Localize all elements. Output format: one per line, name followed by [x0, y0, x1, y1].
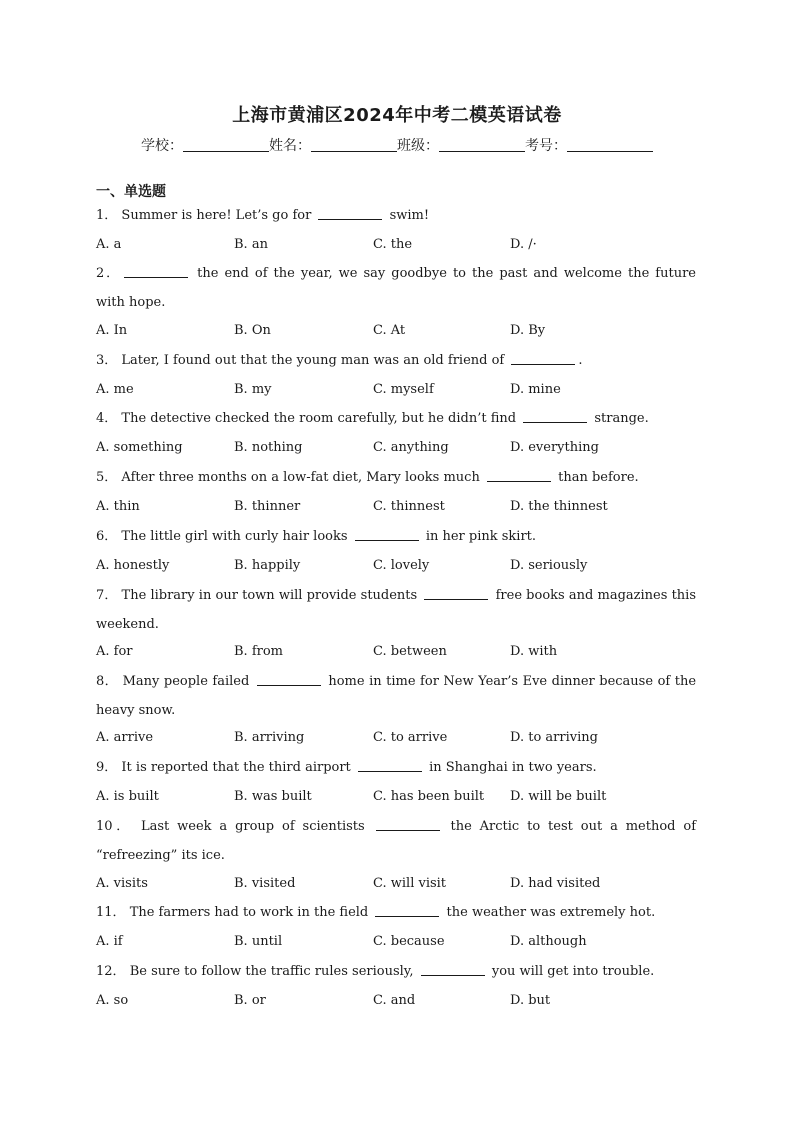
class-field[interactable]	[439, 139, 525, 152]
question-text: It is reported that the third airport	[121, 760, 351, 775]
answer-blank[interactable]	[421, 962, 485, 976]
question-6	[96, 522, 696, 551]
option-d[interactable]: D. to arriving	[510, 730, 598, 745]
question-number: 6．	[96, 529, 118, 544]
option-d[interactable]: D. seriously	[510, 558, 588, 573]
option-c[interactable]: C. thinnest	[373, 499, 445, 514]
name-field[interactable]	[311, 139, 397, 152]
question-number: 2．	[96, 266, 122, 281]
question-text: After three months on a low-fat diet, Mary looks much	[121, 470, 480, 485]
question-text: The farmers had to work in the field	[129, 905, 369, 920]
option-a[interactable]: A. so	[96, 993, 129, 1008]
option-a[interactable]: A. thin	[96, 499, 140, 514]
question-text: the weather was extremely hot.	[446, 905, 656, 920]
question-text: The detective checked the room carefully, but he didn’t find	[121, 411, 517, 426]
option-a[interactable]: A. for	[96, 644, 133, 659]
question-9	[96, 753, 696, 782]
question-text: than before.	[558, 470, 639, 485]
option-a[interactable]: A. is built	[96, 789, 159, 804]
question-text: strange.	[594, 411, 649, 426]
option-d[interactable]: D. /·	[510, 237, 537, 252]
question-11	[96, 898, 696, 927]
option-a[interactable]: A. arrive	[96, 730, 154, 745]
school-label: 学校：	[141, 138, 183, 154]
school-field[interactable]	[183, 139, 269, 152]
question-number: 3．	[96, 353, 118, 368]
question-number: 1．	[96, 208, 118, 223]
answer-blank[interactable]	[511, 351, 575, 365]
section-heading: 一、单选题	[96, 184, 166, 200]
question-text: Many people failed	[122, 674, 250, 689]
question-text: Summer is here! Let’s go for	[121, 208, 312, 223]
question-text: .	[578, 353, 583, 368]
option-c[interactable]: C. lovely	[373, 558, 430, 573]
question-text: Last week a group of scientists	[140, 819, 365, 834]
question-text: home in time for New Year’s Eve dinner because of the heavy snow.	[96, 674, 697, 718]
question-number: 8．	[96, 674, 119, 689]
question-text: in Shanghai in two years.	[429, 760, 597, 775]
exam-number-label: 考号：	[525, 138, 567, 154]
question-1	[96, 201, 696, 230]
option-d[interactable]: D. but	[510, 993, 551, 1008]
question-text: The library in our town will provide students	[121, 588, 418, 603]
answer-blank[interactable]	[424, 586, 488, 600]
option-b[interactable]: B. nothing	[234, 440, 303, 455]
option-b[interactable]: B. until	[234, 934, 283, 949]
option-c[interactable]: C. between	[373, 644, 447, 659]
answer-blank[interactable]	[124, 264, 188, 278]
name-label: 姓名：	[269, 138, 311, 154]
question-text: swim!	[389, 208, 430, 223]
question-text: Later, I found out that the young man was an old friend of	[121, 353, 505, 368]
option-d[interactable]: D. with	[510, 644, 558, 659]
question-number: 4．	[96, 411, 118, 426]
question-text: free books and magazines this weekend.	[96, 588, 696, 632]
answer-blank[interactable]	[376, 817, 440, 831]
question-text: the end of the year, we say goodbye to the past and welcome the future with hope.	[96, 266, 696, 310]
option-b[interactable]: B. visited	[234, 876, 296, 891]
answer-blank[interactable]	[358, 758, 422, 772]
options-11	[96, 934, 696, 954]
option-b[interactable]: B. On	[234, 323, 271, 338]
question-8	[96, 667, 696, 725]
options-6	[96, 558, 696, 578]
option-c[interactable]: C. myself	[373, 382, 434, 397]
option-b[interactable]: B. an	[234, 237, 268, 252]
answer-blank[interactable]	[523, 409, 587, 423]
question-number: 11．	[96, 905, 126, 920]
option-a[interactable]: A. a	[96, 237, 122, 252]
options-3	[96, 382, 696, 402]
question-text: the Arctic to test out a method of “refreezing” its ice.	[96, 819, 697, 863]
page-title: 上海市黄浦区2024年中考二模英语试卷	[232, 105, 562, 126]
option-d[interactable]: D. the thinnest	[510, 499, 608, 514]
option-d[interactable]: D. had visited	[510, 876, 601, 891]
question-4	[96, 404, 696, 433]
options-2	[96, 323, 696, 343]
option-b[interactable]: B. was built	[234, 789, 312, 804]
options-4	[96, 440, 696, 460]
option-a[interactable]: A. me	[96, 382, 134, 397]
question-12	[96, 957, 696, 986]
question-7	[96, 581, 696, 639]
options-5	[96, 499, 696, 519]
option-b[interactable]: B. or	[234, 993, 266, 1008]
option-c[interactable]: C. because	[373, 934, 445, 949]
option-a[interactable]: A. visits	[96, 876, 148, 891]
option-d[interactable]: D. although	[510, 934, 587, 949]
options-10	[96, 876, 696, 896]
option-b[interactable]: B. thinner	[234, 499, 301, 514]
option-b[interactable]: B. arriving	[234, 730, 305, 745]
option-c[interactable]: C. the	[373, 237, 413, 252]
answer-blank[interactable]	[375, 903, 439, 917]
question-text: Be sure to follow the traffic rules seriously,	[129, 964, 414, 979]
question-3	[96, 346, 696, 375]
question-number: 5．	[96, 470, 118, 485]
option-a[interactable]: A. In	[96, 323, 128, 338]
answer-blank[interactable]	[318, 206, 382, 220]
answer-blank[interactable]	[257, 672, 321, 686]
options-9	[96, 789, 696, 809]
option-d[interactable]: D. everything	[510, 440, 599, 455]
option-a[interactable]: A. something	[96, 440, 183, 455]
option-c[interactable]: C. At	[373, 323, 406, 338]
options-8	[96, 730, 696, 750]
question-text: you will get into trouble.	[491, 964, 655, 979]
question-text: in her pink skirt.	[425, 529, 537, 544]
student-info-line	[0, 135, 794, 155]
option-c[interactable]: C. to arrive	[373, 730, 448, 745]
question-2	[96, 259, 696, 317]
question-number: 10．	[96, 819, 134, 834]
answer-blank[interactable]	[487, 468, 551, 482]
option-c[interactable]: C. anything	[373, 440, 449, 455]
class-label: 班级：	[397, 138, 439, 154]
options-7	[96, 644, 696, 664]
question-number: 9．	[96, 760, 118, 775]
option-d[interactable]: D. mine	[510, 382, 561, 397]
option-c[interactable]: C. will visit	[373, 876, 447, 891]
question-text: The little girl with curly hair looks	[121, 529, 348, 544]
option-b[interactable]: B. happily	[234, 558, 301, 573]
option-b[interactable]: B. from	[234, 644, 283, 659]
question-10	[96, 812, 696, 870]
question-number: 7．	[96, 588, 118, 603]
options-12	[96, 993, 696, 1013]
option-b[interactable]: B. my	[234, 382, 272, 397]
option-c[interactable]: C. has been built	[373, 789, 485, 804]
answer-blank[interactable]	[355, 527, 419, 541]
question-number: 12．	[96, 964, 126, 979]
question-5	[96, 463, 696, 492]
option-c[interactable]: C. and	[373, 993, 416, 1008]
option-d[interactable]: D. will be built	[510, 789, 607, 804]
options-1	[96, 237, 696, 257]
exam-number-field[interactable]	[567, 139, 653, 152]
option-a[interactable]: A. honestly	[96, 558, 170, 573]
option-d[interactable]: D. By	[510, 323, 546, 338]
option-a[interactable]: A. if	[96, 934, 123, 949]
